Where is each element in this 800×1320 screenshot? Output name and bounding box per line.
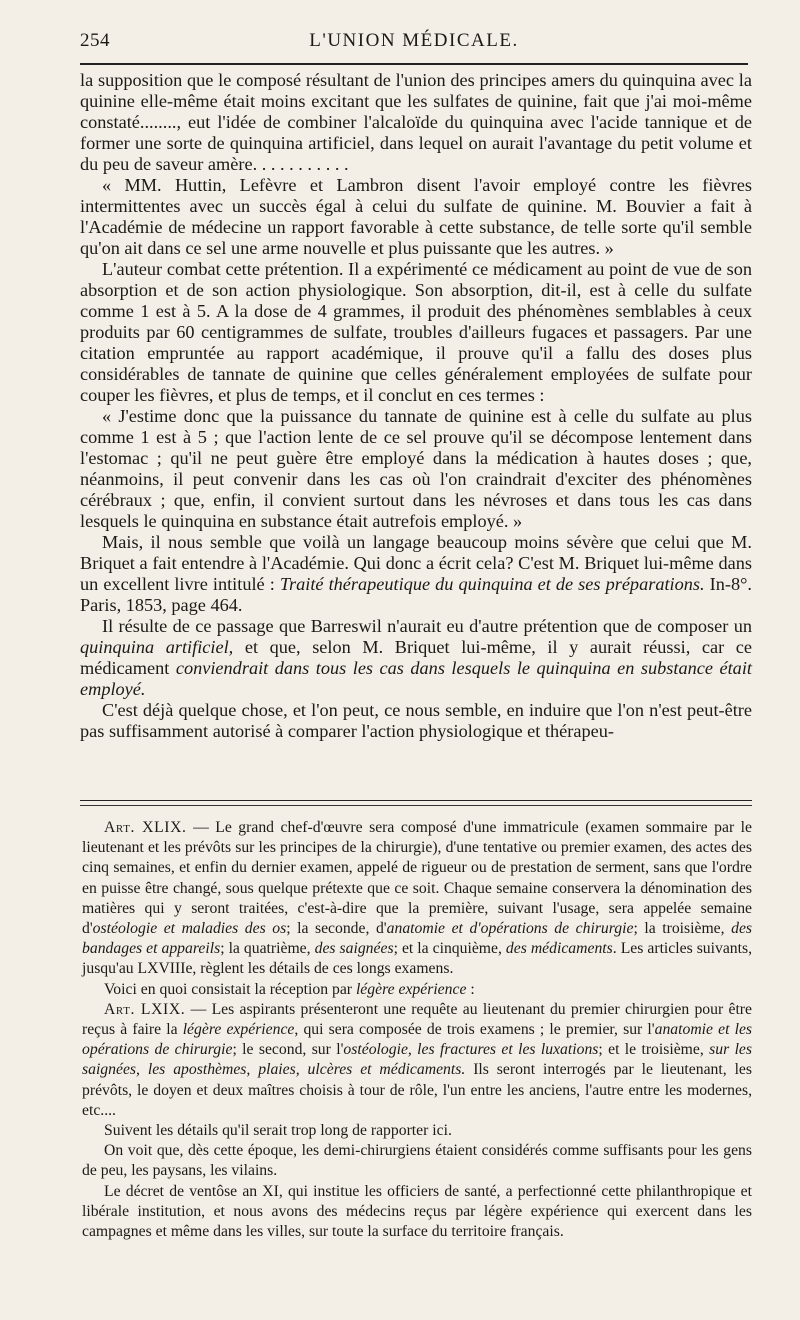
paragraph: la supposition que le composé résultant de l'union des principes amers du quinquina avec la quinine elle-même était moins excitant que les sulfates de quinine, fait que j'ai moi-même constaté........, eut l'idée de combiner l'alcaloïde du quinquina avec l'acide tannique et de former une sorte de quinquina artificiel, dans lequel on aurait l'avantage du petit volume et du peu de saveur amère. . . . . . . . . . .	[80, 70, 752, 174]
article-paragraph	[82, 818, 752, 980]
text-run: Il résulte de ce passage que Barreswil n'aurait eu d'autre prétention que de composer un	[102, 616, 752, 636]
feuilleton-rule	[80, 800, 752, 801]
quote-paragraph: « J'estime donc que la puissance du tannate de quinine est à celle du sulfate au plus comme 1 est à 5 ; que l'action lente de ce sel prouve qu'il se décompose lentement dans l'estomac ; qu'il ne peut guère être employé dans la médication à hautes doses ; que, néanmoins, il peut convenir dans les cas où l'on craindrait d'exciter des phénomènes cérébraux ; que, enfin, il convient surtout dans les névroses et dans tous les cas dans lesquels le quinquina en substance était autrefois employé. »	[80, 406, 752, 531]
text-run: , qui sera composée de trois examens ; le premier, sur l'	[294, 1021, 655, 1039]
article-number: Art. XLIX.	[104, 819, 187, 836]
header-rule	[80, 63, 748, 65]
italic-phrase: anatomie et d'opérations de chirurgie	[386, 920, 634, 938]
text-run: Mais, il nous semble que voilà un langage beaucoup moins sévère que celui que M. Briquet a fait entendre à l'Académie. Qui donc a écrit cela? C'est M. Briquet lui-même dans un excellent livre intitulé :	[80, 532, 752, 594]
italic-phrase: conviendrait dans tous les cas dans lesquels le quinquina en substance était employé.	[80, 658, 752, 699]
italic-phrase: ostéologie et maladies des os	[92, 920, 287, 938]
paragraph: Le décret de ventôse an XI, qui institue les officiers de santé, a perfectionné cette philanthropique et libérale institution, et nous avons des médecins reçus par légère expérience qui exercent dans les campagnes et même dans les villes, sur toute la surface du territoire français.	[82, 1182, 752, 1241]
text-run: ; le second, sur l'	[232, 1041, 344, 1059]
italic-phrase: quinquina artificiel,	[80, 637, 234, 657]
text-run: ; et la cinquième,	[393, 940, 502, 958]
article-number: Art. LXIX.	[104, 1000, 186, 1018]
paragraph: C'est déjà quelque chose, et l'on peut, ce nous semble, en induire que l'on n'est peut-être pas suffisamment autorisé à comparer l'action physiologique et thérapeu-	[80, 700, 752, 741]
italic-phrase: anatomie et les opérations de chirurgie	[82, 1021, 753, 1059]
paragraph: L'auteur combat cette prétention. Il a expérimenté ce médicament au point de vue de son absorption et de son action physiologique. Son absorption, dit-il, est à celle du sulfate comme 1 est à 5. A la dose de 4 grammes, il produit des phénomènes semblables à ceux produits par 60 centigrammes de sulfate, troubles d'ailleurs fugaces et passagers. Par une citation empruntée au rapport académique, il prouve qu'il a fallu des doses plus considérables de tannate de quinine que celles généralement employées de sulfate pour couper les fièvres, et plus de temps, et il conclut en ces termes :	[80, 259, 752, 405]
paragraph	[80, 616, 752, 700]
italic-phrase: des médicaments	[505, 940, 613, 958]
paragraph: On voit que, dès cette époque, les demi-chirurgiens étaient considérés comme suffisants pour les gens de peu, les paysans, les vilains.	[82, 1142, 752, 1180]
italic-phrase: ostéologie, les fractures et les luxations	[343, 1041, 599, 1059]
article-paragraph	[82, 1000, 752, 1121]
feuilleton-rule-thin	[80, 805, 752, 806]
text-run: :	[470, 980, 475, 998]
paragraph	[82, 980, 752, 1000]
italic-phrase: légère expérience	[355, 980, 467, 998]
italic-phrase: des bandages et appareils	[82, 920, 753, 958]
running-header	[80, 26, 748, 58]
text-run: ; la seconde, d'	[286, 920, 387, 938]
running-title: L'UNION MÉDICALE.	[309, 30, 519, 51]
paragraph	[80, 532, 752, 616]
italic-phrase: légère expérience	[182, 1021, 295, 1039]
text-run: — Le grand chef-d'œuvre sera composé d'une immatricule (examen sommaire par le lieutenant et les prévôts sur les principes de la chirurgie), d'une tentative ou premier examen, des actes des cinq semaines, et enfin du dernier examen, appelé de rigueur ou de prestation de serment, sans que l'ordre en puisse être changé, sous quelque prétexte que ce soit. Chaque semaine conservera la dénomination des matières qui y seront traitées, c'est-à-dire que la première, suivant l'usage, sera appelée semaine d'	[82, 819, 752, 938]
text-run: ; et le troisième,	[598, 1041, 704, 1059]
text-run: Voici en quoi consistait la réception par	[104, 980, 353, 998]
text-run: Ils seront interrogés par le lieutenant, les prévôts, le doyen et deux maîtres choisis à tour de rôle, l'un entre les anciens, l'autre entre les modernes, etc....	[82, 1061, 753, 1119]
italic-phrase: des saignées	[314, 940, 394, 958]
text-run: In-8°. Paris, 1853, page 464.	[80, 574, 752, 615]
book-title: Traité thérapeutique du quinquina et de ses préparations.	[279, 574, 705, 594]
text-run: . Les articles suivants, jusqu'au LXVIIIe, règlent les détails de ces longs examens.	[82, 940, 753, 978]
page-number: 254	[80, 30, 110, 51]
text-run: ; la troisième,	[633, 920, 725, 938]
italic-phrase: sur les saignées, les aposthèmes, plaies, ulcères et médicaments.	[82, 1041, 752, 1079]
text-run: — Les aspirants présenteront une requête au lieutenant du premier chirurgien pour être reçus à faire la	[82, 1000, 752, 1039]
feuilleton-text	[82, 818, 752, 1242]
paragraph: Suivent les détails qu'il serait trop long de rapporter ici.	[104, 1122, 452, 1140]
main-text	[80, 70, 752, 742]
text-run: ; la quatrième,	[220, 940, 311, 958]
quote-paragraph: « MM. Huttin, Lefèvre et Lambron disent l'avoir employé contre les fièvres intermittentes avec un succès égal à celui du sulfate de quinine. M. Bouvier a fait à l'Académie de médecine un rapport favorable à cette substance, de telle sorte qu'il semble qu'on ait dans ce sel une arme nouvelle et plus puissante que les autres. »	[80, 175, 752, 258]
text-run: et que, selon M. Briquet lui-même, il y aurait réussi, car ce médicament	[80, 637, 753, 678]
